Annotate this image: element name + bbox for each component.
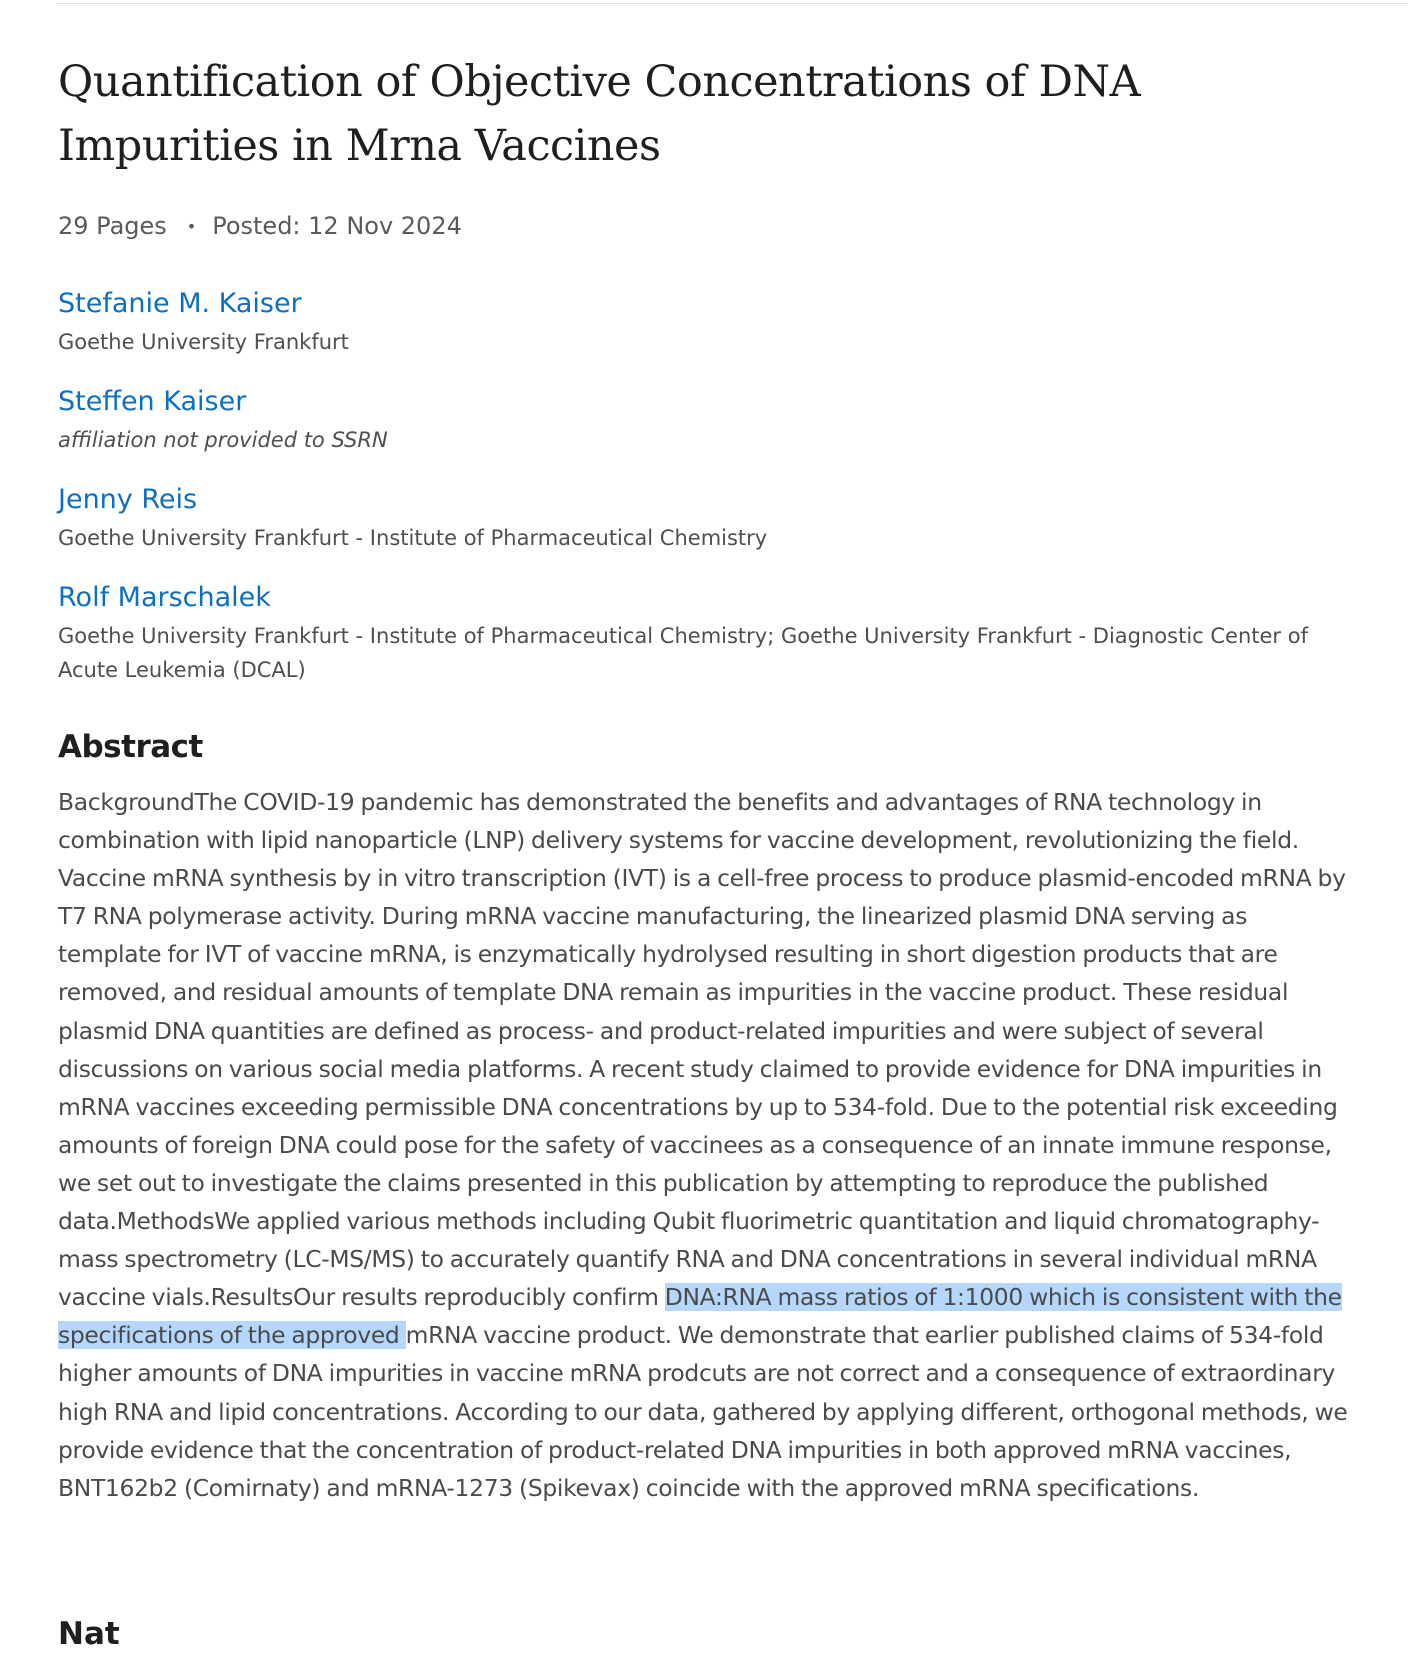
posted-date: Posted: 12 Nov 2024 [212, 212, 462, 240]
abstract-text [58, 783, 1348, 1507]
paper-page [58, 50, 1348, 1507]
author-affiliation: Goethe University Frankfurt [58, 330, 349, 354]
author-link-rolf-marschalek[interactable]: Rolf Marschalek [58, 582, 271, 613]
page-count: 29 Pages [58, 212, 167, 240]
abstract-text-start: BackgroundThe COVID-19 pandemic has demonstrated the benefits and advantages of RNA technology in combination with lipid nanoparticle (LNP) delivery systems for vaccine development, revolutionizing the field. Vaccine mRNA synthesis by in vitro transcription (IVT) is a cell-free process to produce plasmid-encoded mRNA by T7 RNA polymerase activity. During mRNA vaccine manufacturing, the linearized plasmid DNA serving as template for IVT of vaccine mRNA, is enzymatically hydrolysed resulting in short digestion products that are removed, and residual amounts of template DNA remain as impurities in the vaccine product. These residual plasmid DNA quantities are defined as process- and product-related impurities and were subject of several discussions on various social media platforms. A recent study claimed to provide evidence for DNA impurities in mRNA vaccines exceeding permissible DNA concentrations by up to 534-fold. Due to the potential risk exceeding amounts of foreign DNA could pose for the safety of vaccinees as a consequence of an innate immune response, we set out to investigate the claims presented in this publication by attempting to reproduce the published data.MethodsWe applied various methods including Qubit fluorimetric quantitation and liquid chromatography-mass spectrometry (LC-MS/MS) to accurately quantify RNA and DNA concentrations in several individual mRNA vaccine vials.ResultsOur results reproducibly confirm [58, 788, 1346, 1312]
paper-title: Quantification of Objective Concentrations of DNA Impurities in Mrna Vaccines [58, 57, 1141, 171]
author-affiliation: affiliation not provided to SSRN [58, 428, 388, 452]
abstract-heading: Abstract [58, 729, 203, 765]
paper-meta [58, 210, 1348, 243]
next-section-heading-partial: Nat [58, 1616, 120, 1652]
author-item [58, 483, 1348, 555]
author-affiliation: Goethe University Frankfurt - Institute of Pharmaceutical Chemistry [58, 526, 768, 550]
author-list [58, 287, 1348, 687]
author-link-stefanie-kaiser[interactable]: Stefanie M. Kaiser [58, 288, 302, 319]
meta-separator: • [186, 217, 197, 236]
abstract-text-end: mRNA vaccine product. We demonstrate that earlier published claims of 534-fold higher amounts of DNA impurities in vaccine mRNA prodcuts are not correct and a consequence of extraordinary high RNA and lipid concentrations. According to our data, gathered by applying different, orthogonal methods, we provide evidence that the concentration of product-related DNA impurities in both approved mRNA vaccines, BNT162b2 (Comirnaty) and mRNA-1273 (Spikevax) coincide with the approved mRNA specifications. [58, 1321, 1348, 1502]
author-affiliation: Goethe University Frankfurt - Institute of Pharmaceutical Chemistry; Goethe University Frankfurt - Diagnostic Center of Acute Leukemia (DCAL) [58, 624, 1308, 682]
author-item [58, 287, 1348, 359]
selected-text-highlight[interactable]: DNA:RNA mass ratios of 1:1000 which is consistent with the specifications of the approved [58, 1283, 1342, 1350]
top-divider [56, 3, 1408, 4]
author-item [58, 581, 1348, 687]
author-link-steffen-kaiser[interactable]: Steffen Kaiser [58, 386, 247, 417]
author-link-jenny-reis[interactable]: Jenny Reis [58, 484, 198, 515]
author-item [58, 385, 1348, 457]
